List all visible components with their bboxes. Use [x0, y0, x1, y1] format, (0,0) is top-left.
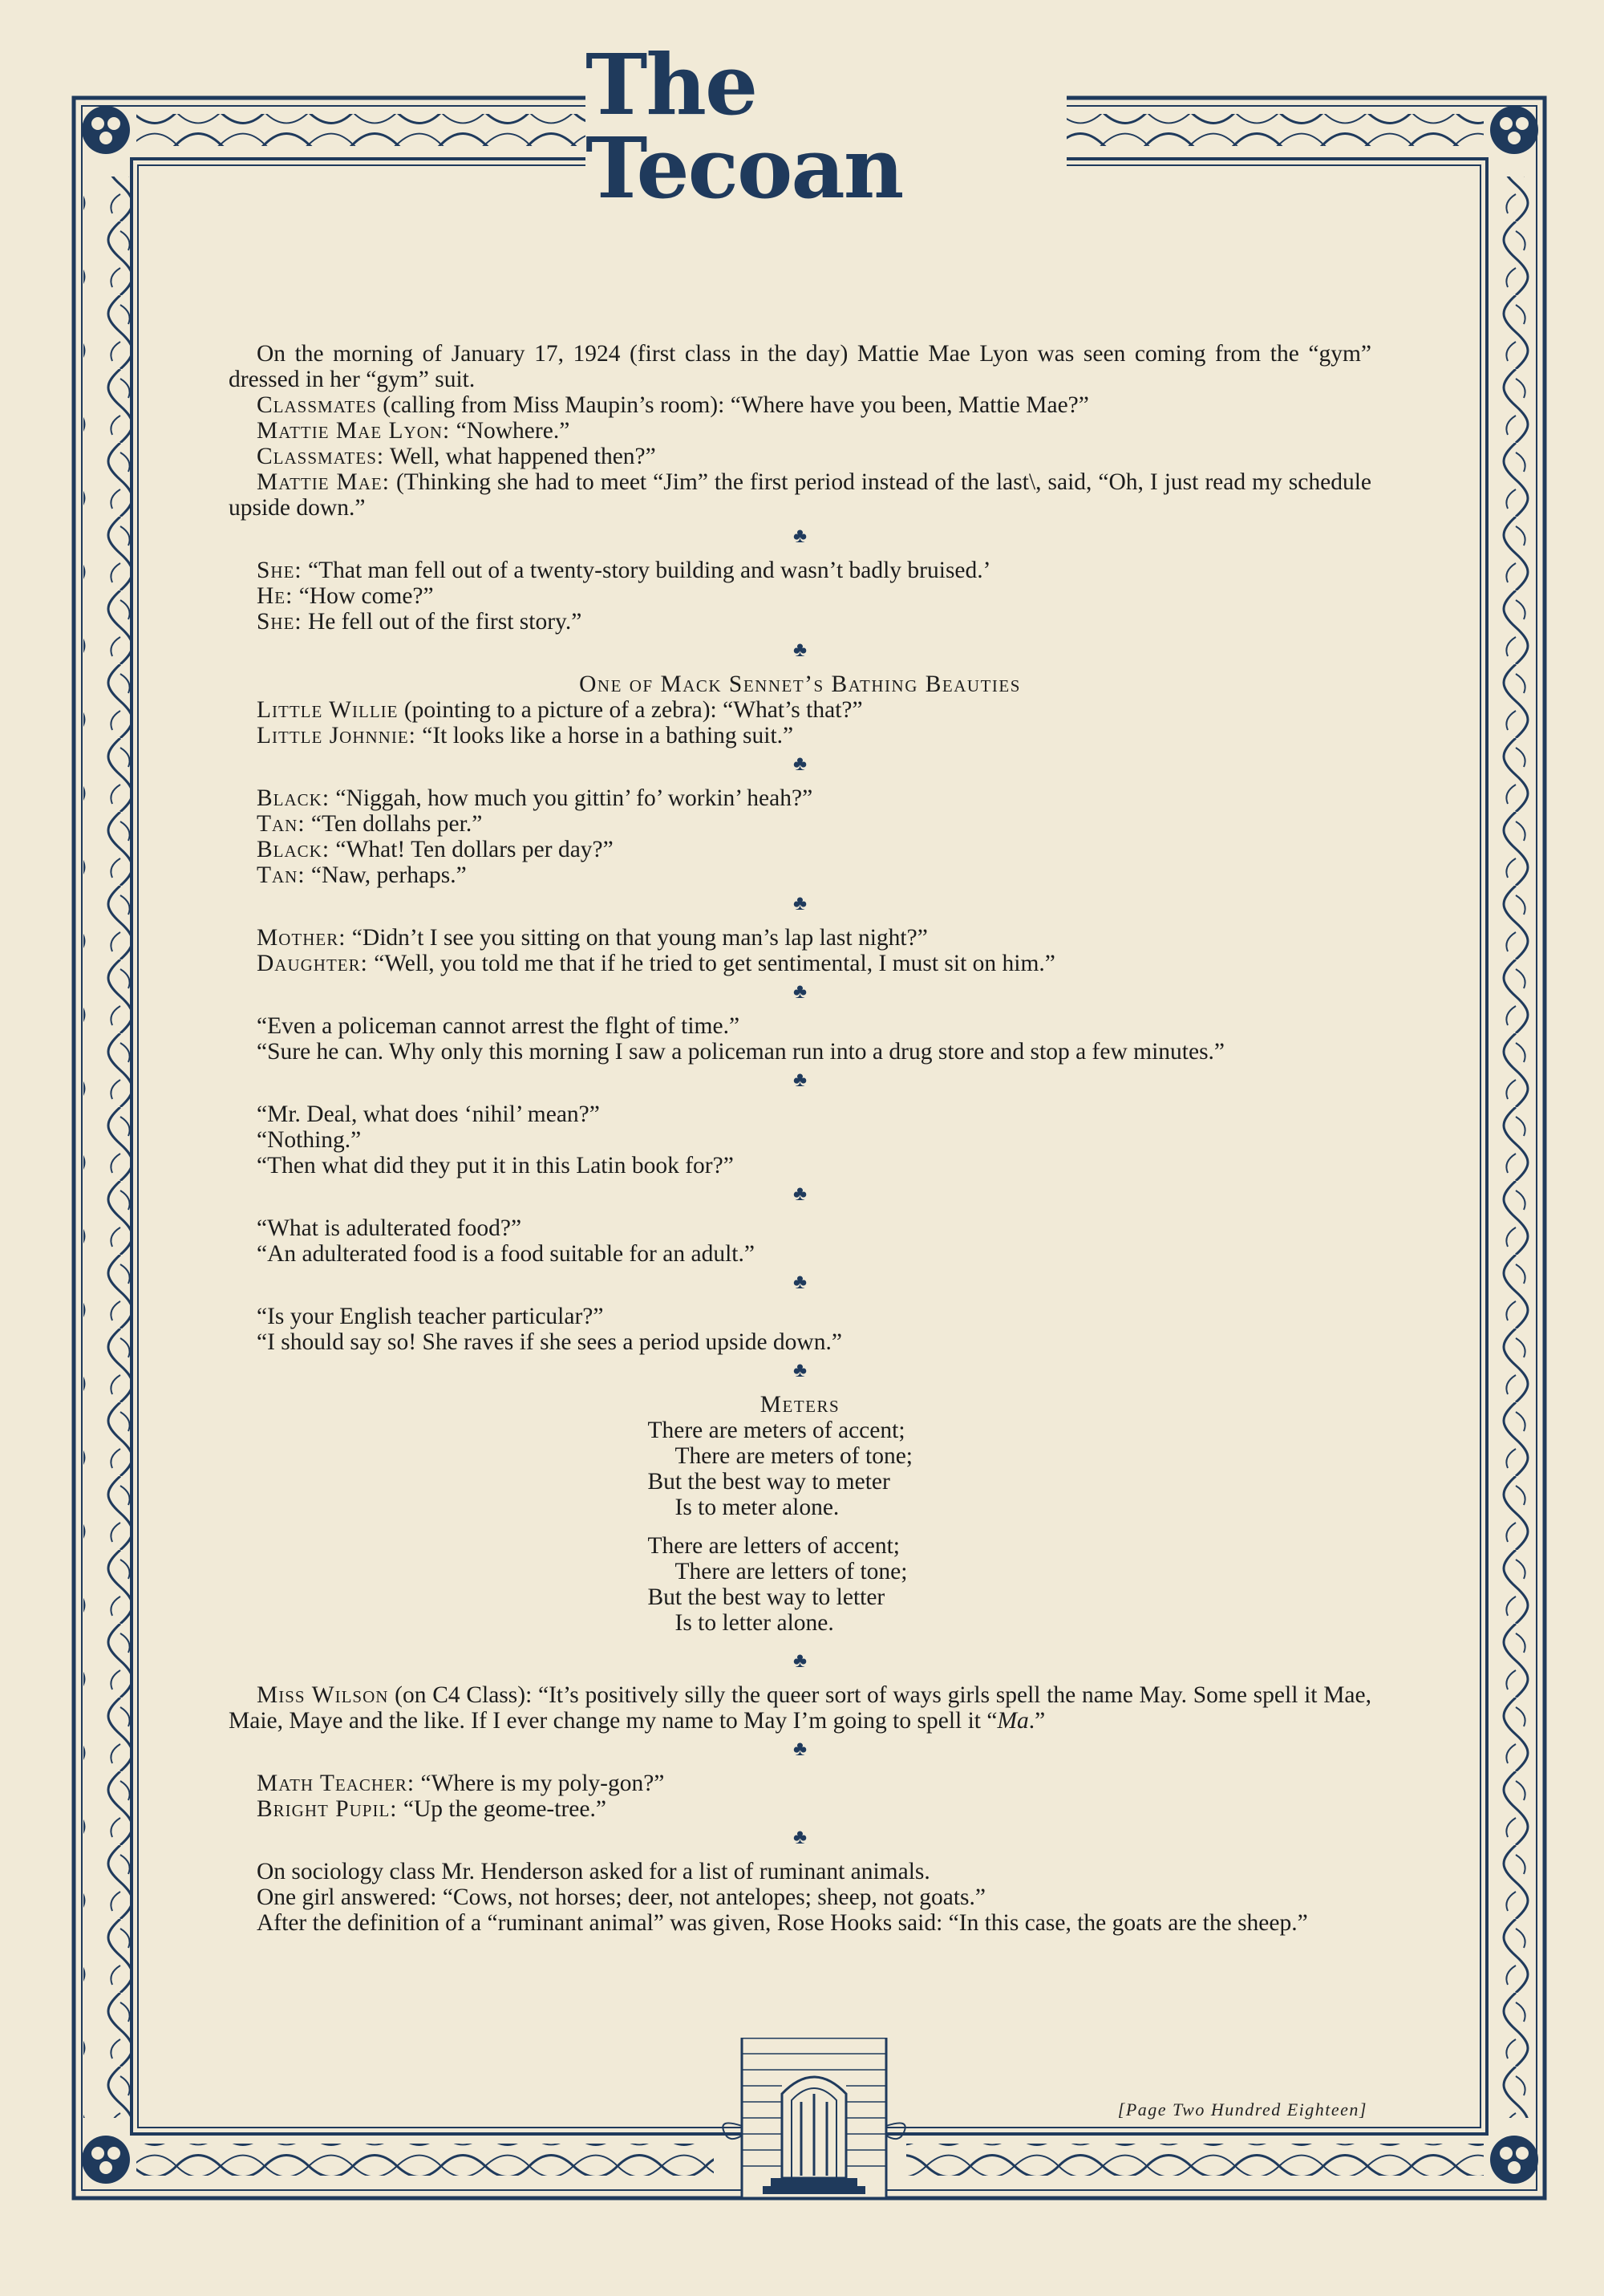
poem-line: But the best way to letter [647, 1584, 885, 1610]
speaker: Bright Pupil: [257, 1796, 398, 1822]
clover-ornament-icon: ♣ [792, 752, 808, 775]
speaker: Mother: [257, 925, 346, 951]
dialogue: Well, what happened then?” [389, 444, 656, 469]
speaker: Classmates: [257, 444, 385, 469]
dialogue: “Well, you told me that if he tried to get sentimental, I must sit on him.” [374, 951, 1055, 976]
clover-ornament-icon: ♣ [792, 980, 808, 1003]
poem [552, 1418, 1049, 1636]
page-content [229, 341, 1371, 1936]
joke-3-line-1 [229, 697, 1371, 723]
poem-stanza-2 [648, 1533, 1049, 1636]
dialogue: “Up the geome-tree.” [403, 1796, 606, 1822]
joke-12-line-3: After the definition of a “ruminant animal” was given, Rose Hooks said: “In this case, the goats are the sheep.” [257, 1910, 1308, 1936]
clover-ornament-icon: ♣ [792, 1358, 808, 1381]
joke-8-line-2: “An adulterated food is a food suitable for an adult.” [257, 1241, 755, 1267]
dialogue: “Naw, perhaps.” [310, 862, 467, 888]
joke-6-line-1: “Even a policeman cannot arrest the flght of time.” [257, 1013, 740, 1039]
speaker: Tan: [257, 811, 306, 837]
joke-6-line-2: “Sure he can. Why only this morning I saw a policeman run into a drug store and stop a few minutes.” [257, 1039, 1225, 1065]
joke-1-intro: On the morning of January 17, 1924 (first class in the day) Mattie Mae Lyon was seen coming from the “gym” dressed in her “gym” suit. [229, 341, 1371, 392]
joke-9-line-1: “Is your English teacher particular?” [257, 1304, 604, 1329]
poem-line: There are letters of accent; [647, 1533, 900, 1559]
clover-ornament-icon: ♣ [792, 1270, 808, 1293]
speaker: Math Teacher: [257, 1771, 415, 1796]
speaker: Mattie Mae Lyon: [257, 418, 451, 444]
joke-2-line-3 [229, 609, 1371, 635]
dialogue: “What! Ten dollars per day?” [335, 837, 614, 862]
joke-12-line-2: One girl answered: “Cows, not horses; deer, not antelopes; sheep, not goats.” [257, 1884, 986, 1910]
speaker: Daughter: [257, 951, 368, 976]
joke-1-line-2 [229, 418, 1371, 444]
dialogue: He fell out of the first story.” [307, 609, 582, 635]
dialogue: (on C4 Class): “It’s positively silly the queer sort of ways girls spell the name May. Some spell it Mae, Maie, Maye and the like. If I ever change my name to May I’m going to spell it “ [229, 1682, 1371, 1734]
joke-4-line-2 [229, 811, 1371, 837]
poem-line: There are meters of tone; [674, 1443, 913, 1469]
joke-5-line-2 [229, 951, 1371, 976]
clover-ornament-icon: ♣ [792, 1737, 808, 1760]
dialogue: “Niggah, how much you gittin’ fo’ workin’ heah?” [335, 785, 813, 811]
joke-11-line-1 [229, 1771, 1371, 1796]
speaker: Black: [257, 837, 330, 862]
speaker: Mattie Mae: [257, 469, 390, 495]
joke-4-line-3 [229, 837, 1371, 862]
dialogue: “It looks like a horse in a bathing suit.” [422, 723, 794, 748]
poem-stanza-1 [648, 1418, 1049, 1520]
joke-10 [229, 1682, 1371, 1734]
poem-line: Is to meter alone. [674, 1495, 840, 1520]
poem-title: Meters [759, 1392, 840, 1418]
joke-7-line-3: “Then what did they put it in this Latin book for?” [257, 1153, 734, 1178]
dialogue: “Nowhere.” [456, 418, 570, 444]
poem-line: There are letters of tone; [674, 1559, 908, 1584]
speaker: Black: [257, 785, 330, 811]
joke-7-line-1: “Mr. Deal, what does ‘nihil’ mean?” [257, 1101, 600, 1127]
speaker: Miss Wilson [257, 1682, 389, 1708]
joke-1-line-3 [229, 444, 1371, 469]
joke-3-heading: One of Mack Sennet’s Bathing Beauties [579, 671, 1021, 697]
clover-ornament-icon: ♣ [792, 1182, 808, 1205]
dialogue: “Didn’t I see you sitting on that young man’s lap last night?” [351, 925, 928, 951]
joke-4-line-1 [229, 785, 1371, 811]
joke-5-line-1 [229, 925, 1371, 951]
speaker: She: [257, 558, 302, 583]
clover-ornament-icon: ♣ [792, 1649, 808, 1672]
poem-line: But the best way to meter [647, 1469, 890, 1495]
joke-3-line-2 [229, 723, 1371, 748]
joke-2-line-1 [229, 558, 1371, 583]
dialogue: (Thinking she had to meet “Jim” the first period instead of the last\, said, “Oh, I just read my schedule upside down.” [229, 469, 1372, 521]
dialogue: “Where is my poly-gon?” [420, 1771, 665, 1796]
speaker: Tan: [257, 862, 306, 888]
speaker: She: [257, 609, 302, 635]
joke-12-line-1: On sociology class Mr. Henderson asked for a list of ruminant animals. [257, 1859, 930, 1884]
clover-ornament-icon: ♣ [792, 524, 808, 547]
masthead-title: The Tecoan [585, 80, 1067, 172]
joke-1-line-1 [229, 392, 1371, 418]
joke-7-line-2: “Nothing.” [257, 1127, 362, 1153]
clover-ornament-icon: ♣ [792, 891, 808, 915]
clover-ornament-icon: ♣ [792, 1068, 808, 1091]
clover-ornament-icon: ♣ [792, 638, 808, 661]
joke-1-line-4 [229, 469, 1371, 521]
joke-4-line-4 [229, 862, 1371, 888]
speaker: Classmates [257, 392, 377, 418]
dialogue-italic: Ma [997, 1708, 1029, 1734]
joke-11-line-2 [229, 1796, 1371, 1822]
speaker: Little Johnnie: [257, 723, 416, 748]
speaker: Little Willie [257, 697, 399, 723]
poem-line: There are meters of accent; [647, 1418, 905, 1443]
clover-ornament-icon: ♣ [792, 1825, 808, 1848]
speaker: He: [257, 583, 294, 609]
page-number-label: [Page Two Hundred Eighteen] [1117, 2099, 1367, 2120]
dialogue-end: .” [1028, 1708, 1046, 1734]
dialogue: “That man fell out of a twenty-story building and wasn’t badly bruised.’ [307, 558, 991, 583]
dialogue: “Ten dollahs per.” [310, 811, 483, 837]
dialogue: (pointing to a picture of a zebra): “What’s that?” [403, 697, 863, 723]
joke-2-line-2 [229, 583, 1371, 609]
dialogue: (calling from Miss Maupin’s room): “Where have you been, Mattie Mae?” [383, 392, 1089, 418]
joke-9-line-2: “I should say so! She raves if she sees a period upside down.” [257, 1329, 842, 1355]
dialogue: “How come?” [298, 583, 434, 609]
poem-line: Is to letter alone. [674, 1610, 834, 1636]
joke-8-line-1: “What is adulterated food?” [257, 1215, 522, 1241]
doorway-illustration [718, 2038, 910, 2198]
